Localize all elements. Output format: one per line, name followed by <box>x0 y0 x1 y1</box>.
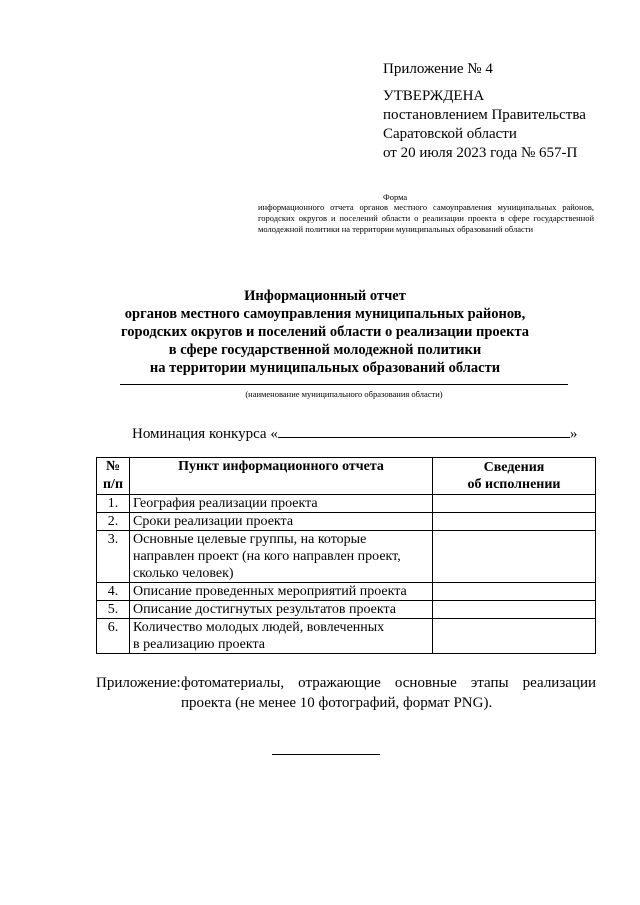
row-item-line: Количество молодых людей, вовлеченных <box>133 620 385 635</box>
nomination-close-quote: » <box>569 426 578 442</box>
row-item-line: Описание проведенных мероприятий проекта <box>133 584 407 599</box>
row-number: 3. <box>97 531 130 583</box>
row-info-cell[interactable] <box>433 531 596 583</box>
table-row <box>97 619 596 654</box>
attachment-label: Приложение: <box>96 675 181 691</box>
table-row <box>97 495 596 513</box>
row-item <box>130 583 433 601</box>
municipality-name-line[interactable] <box>120 384 568 385</box>
report-title-line-5: на территории муниципальных образований области <box>149 360 501 376</box>
row-info-cell[interactable] <box>433 513 596 531</box>
header-info-line-1: Сведения <box>483 460 545 475</box>
form-description: информационного отчета органов местного самоуправления муниципальных районов, городских округов и поселений области о реализации проекта в сфере государственной молодежной политики на территории муниципальных образований области <box>258 202 594 234</box>
row-item-line: направлен проект (на кого направлен проект, <box>133 549 401 564</box>
row-item-line: Сроки реализации проекта <box>133 514 294 529</box>
nomination-row <box>132 423 577 443</box>
row-item-line: Описание достигнутых результатов проекта <box>133 602 396 617</box>
approval-line-1: постановлением Правительства <box>383 107 586 123</box>
row-info-cell[interactable] <box>433 583 596 601</box>
header-info-line-2: об исполнении <box>467 477 561 492</box>
report-title-line-2: органов местного самоуправления муниципальных районов, <box>124 306 526 322</box>
row-item <box>130 601 433 619</box>
table-row <box>97 583 596 601</box>
header-item: Пункт информационного отчета <box>130 458 433 495</box>
report-title-line-1: Информационный отчет <box>244 288 406 304</box>
approval-block <box>383 60 586 163</box>
header-number <box>97 458 130 495</box>
table-row <box>97 513 596 531</box>
approval-line-3: от 20 июля 2023 года № 657-П <box>383 145 578 161</box>
row-item-line: Основные целевые группы, на которые <box>133 532 367 547</box>
row-number: 5. <box>97 601 130 619</box>
row-item <box>130 619 433 654</box>
row-info-cell[interactable] <box>433 601 596 619</box>
report-table <box>96 457 596 654</box>
report-title-line-4: в сфере государственной молодежной политики <box>168 342 482 358</box>
attachment-text: фотоматериалы, отражающие основные этапы реализации проекта (не менее 10 фотографий, формат PNG). <box>181 675 596 711</box>
report-title <box>110 287 540 377</box>
nomination-blank[interactable] <box>278 423 570 438</box>
nomination-label: Номинация конкурса « <box>132 426 278 442</box>
row-number: 4. <box>97 583 130 601</box>
table-row <box>97 601 596 619</box>
form-title: Форма <box>383 192 408 202</box>
row-item-line: в реализацию проекта <box>133 637 265 652</box>
table-row <box>97 531 596 583</box>
approval-line-2: Саратовской области <box>383 126 517 142</box>
row-info-cell[interactable] <box>433 495 596 513</box>
signature-line <box>272 754 380 755</box>
row-item <box>130 495 433 513</box>
row-item <box>130 513 433 531</box>
table-header-row <box>97 458 596 495</box>
row-number: 1. <box>97 495 130 513</box>
row-item <box>130 531 433 583</box>
header-number-line-2: п/п <box>102 477 124 492</box>
row-item-line: сколько человек) <box>133 566 234 581</box>
row-item-line: География реализации проекта <box>133 496 318 511</box>
appendix-number: Приложение № 4 <box>383 61 493 77</box>
report-title-line-3: городских округов и поселений области о реализации проекта <box>121 324 529 340</box>
row-number: 6. <box>97 619 130 654</box>
row-info-cell[interactable] <box>433 619 596 654</box>
header-number-line-1: № <box>105 459 121 474</box>
header-info <box>433 458 596 495</box>
municipality-caption: (наименование муниципального образования области) <box>245 389 443 399</box>
approved-label: УТВЕРЖДЕНА <box>383 88 485 104</box>
row-number: 2. <box>97 513 130 531</box>
